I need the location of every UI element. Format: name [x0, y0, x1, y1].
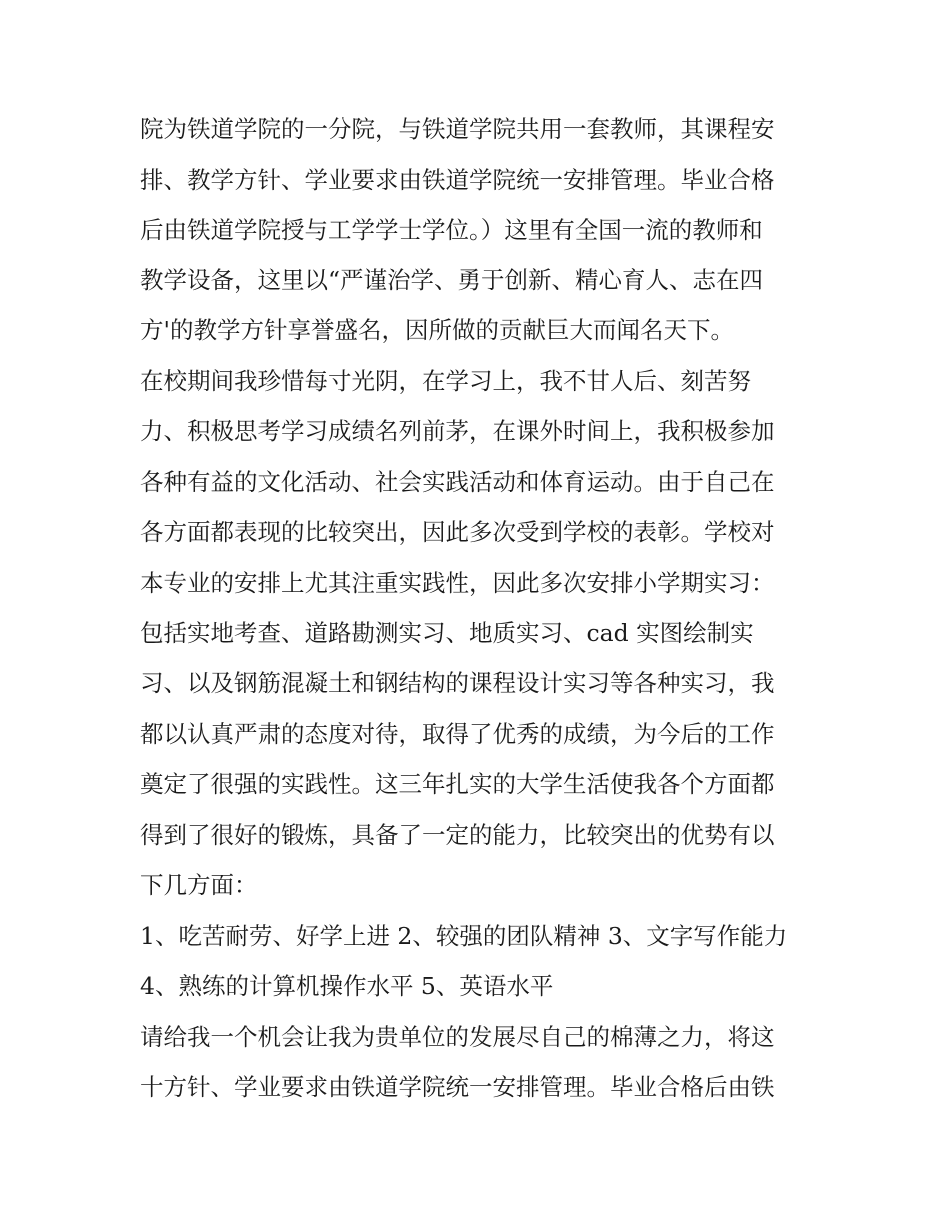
text-line: 各方面都表现的比较突出，因此多次受到学校的表彰。学校对 — [140, 518, 775, 546]
text-line: 奠定了很强的实践性。这三年扎实的大学生活使我各个方面都 — [140, 770, 775, 798]
text-line: 4、熟练的计算机操作水平 5、英语水平 — [140, 972, 554, 1000]
text-line: 都以认真严肃的态度对待，取得了优秀的成绩，为今后的工作 — [140, 720, 775, 748]
text-line: 包括实地考查、道路勘测实习、地质实习、cad 实图绘制实 — [140, 619, 754, 647]
text-line: 得到了很好的锻炼，具备了一定的能力，比较突出的优势有以 — [140, 821, 775, 849]
text-line: 习、以及钢筋混凝土和钢结构的课程设计实习等各种实习，我 — [140, 669, 775, 697]
text-line: 教学设备，这里以“严谨治学、勇于创新、精心育人、志在四 — [140, 266, 764, 294]
text-line: 后由铁道学院授与工学学士学位。）这里有全国一流的教师和 — [140, 216, 763, 244]
text-line: 请给我一个机会让我为贵单位的发展尽自己的棉薄之力，将这 — [140, 1023, 775, 1051]
text-line: 十方针、学业要求由铁道学院统一安排管理。毕业合格后由铁 — [140, 1073, 775, 1101]
text-line: 在校期间我珍惜每寸光阴，在学习上，我不甘人后、刻苦努 — [140, 367, 751, 395]
text-line: 本专业的安排上尤其注重实践性，因此多次安排小学期实习： — [140, 569, 775, 597]
text-line: 力、积极思考学习成绩名列前茅，在课外时间上，我积极参加 — [140, 417, 775, 445]
text-line: 1、吃苦耐劳、好学上进 2、较强的团队精神 3、文字写作能力 — [140, 922, 788, 950]
text-line: 各种有益的文化活动、社会实践活动和体育运动。由于自己在 — [140, 468, 775, 496]
text-line: 院为铁道学院的一分院，与铁道学院共用一套教师，其课程安 — [140, 115, 775, 143]
text-line: 排、教学方针、学业要求由铁道学院统一安排管理。毕业合格 — [140, 166, 775, 194]
text-line: 方'的教学方针享誉盛名，因所做的贡献巨大而闻名天下。 — [140, 316, 734, 344]
text-line: 下几方面： — [140, 871, 258, 899]
